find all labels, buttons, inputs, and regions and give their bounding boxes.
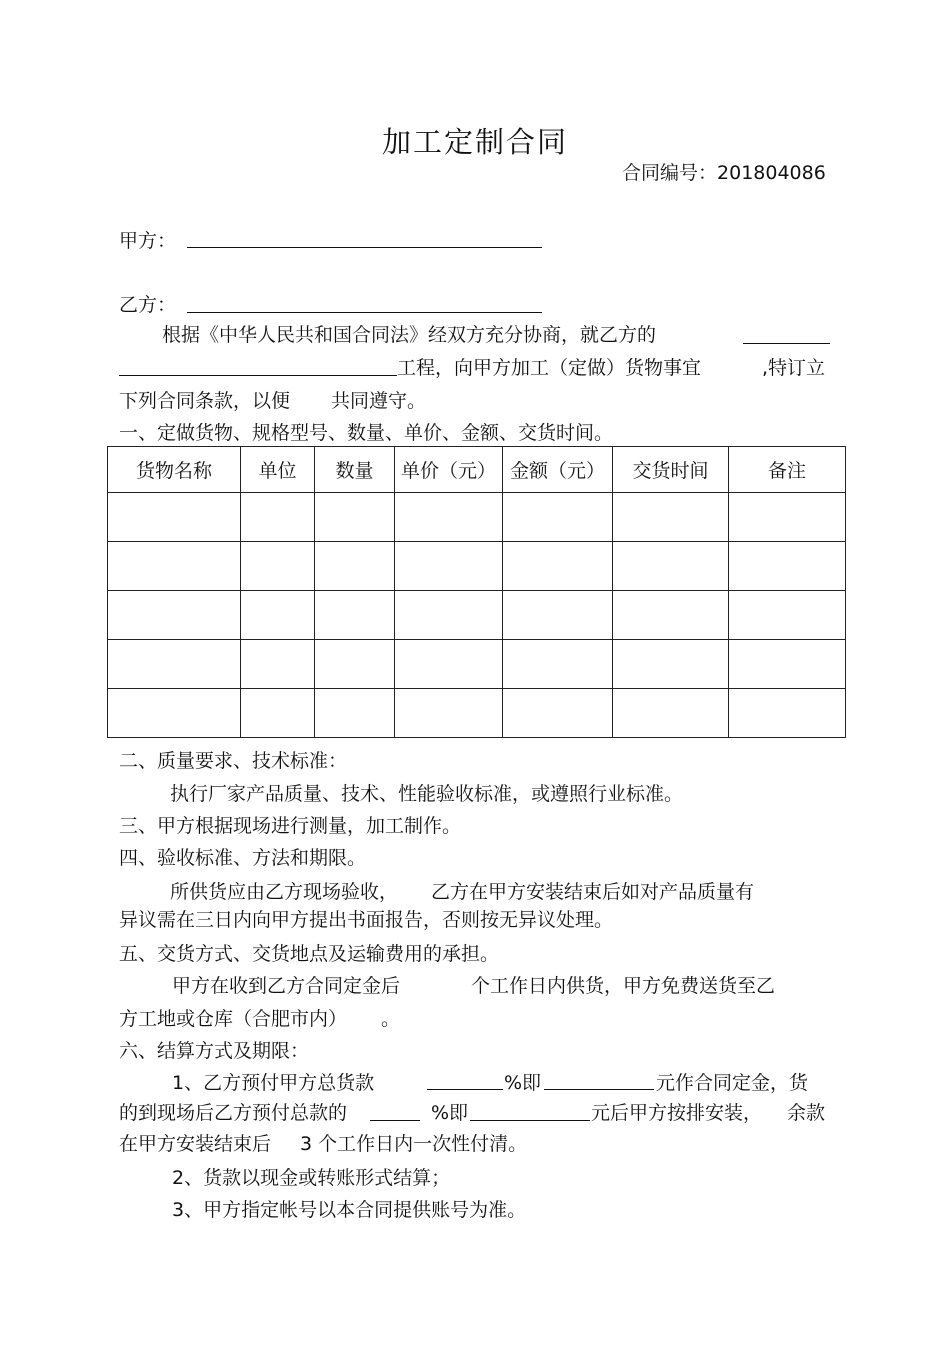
table-cell[interactable]	[613, 591, 729, 640]
table-row	[108, 640, 846, 689]
contract-number-value: 201804086	[717, 162, 826, 184]
table-cell[interactable]	[108, 591, 241, 640]
payment-item-1-line-3b: 3 个工作日内一次性付清。	[300, 1133, 528, 1155]
section-2-body: 执行厂家产品质量、技术、性能验收标准，或遵照行业标准。	[170, 783, 684, 805]
table-cell[interactable]	[315, 689, 395, 738]
table-cell[interactable]	[108, 493, 241, 542]
col-amount: 金额（元）	[503, 447, 613, 493]
table-cell[interactable]	[241, 640, 315, 689]
party-b-blank[interactable]	[187, 312, 542, 313]
payment-item-1-line-1b: %即	[504, 1072, 542, 1094]
section-4-line-2: 异议需在三日内向甲方提出书面报告，否则按无异议处理。	[119, 909, 614, 931]
section-5-line-2a: 方工地或仓库（合肥市内）	[119, 1008, 348, 1030]
table-cell[interactable]	[395, 640, 503, 689]
col-quantity: 数量	[315, 447, 395, 493]
section-2-heading: 二、质量要求、技术标准：	[119, 750, 348, 772]
payment-item-1-line-2d: 余款	[787, 1102, 826, 1124]
table-cell[interactable]	[241, 689, 315, 738]
payment-item-1-line-2b: %即	[431, 1102, 469, 1124]
intro-line-2-end: ,特订立	[762, 357, 826, 379]
table-cell[interactable]	[729, 493, 846, 542]
intro-line-3a: 下列合同条款，以便	[119, 390, 291, 412]
table-row	[108, 493, 846, 542]
section-5-heading: 五、交货方式、交货地点及运输费用的承担。	[119, 943, 500, 965]
table-cell[interactable]	[503, 542, 613, 591]
table-cell[interactable]	[395, 591, 503, 640]
payment-item-1-line-2c: 元后甲方按排安装，	[591, 1102, 763, 1124]
intro-line-3b: 共同遵守。	[331, 390, 427, 412]
intro-line-2: 工程，向甲方加工（定做）货物事宜	[397, 357, 702, 379]
table-cell[interactable]	[613, 689, 729, 738]
section-4-heading: 四、验收标准、方法和期限。	[119, 847, 367, 869]
table-cell[interactable]	[395, 493, 503, 542]
table-cell[interactable]	[241, 591, 315, 640]
table-row	[108, 542, 846, 591]
party-a-blank[interactable]	[187, 247, 542, 248]
table-cell[interactable]	[729, 542, 846, 591]
table-cell[interactable]	[241, 542, 315, 591]
deposit-amount-blank[interactable]	[544, 1089, 654, 1090]
table-cell[interactable]	[108, 542, 241, 591]
table-cell[interactable]	[613, 493, 729, 542]
table-cell[interactable]	[315, 493, 395, 542]
table-cell[interactable]	[315, 542, 395, 591]
col-goods-name: 货物名称	[108, 447, 241, 493]
section-6-heading: 六、结算方式及期限：	[119, 1040, 310, 1062]
project-name-blank-2[interactable]	[119, 375, 397, 376]
table-row	[108, 591, 846, 640]
section-1-heading: 一、定做货物、规格型号、数量、单价、金额、交货时间。	[119, 422, 614, 444]
arrival-amount-blank[interactable]	[470, 1120, 590, 1121]
party-b-label: 乙方：	[119, 294, 177, 316]
intro-line-1: 根据《中华人民共和国合同法》经双方充分协商，就乙方的	[162, 324, 657, 346]
col-unit: 单位	[241, 447, 315, 493]
table-cell[interactable]	[729, 640, 846, 689]
col-delivery-time: 交货时间	[613, 447, 729, 493]
payment-item-1-line-3a: 在甲方安装结束后	[119, 1133, 272, 1155]
table-cell[interactable]	[503, 493, 613, 542]
contract-number-label: 合同编号：	[622, 162, 718, 184]
section-4-line-1b: 乙方在甲方安装结束后如对产品质量有	[431, 881, 755, 903]
payment-item-1-line-1c: 元作合同定金，货	[656, 1072, 809, 1094]
contract-number	[622, 161, 826, 185]
section-3-heading: 三、甲方根据现场进行测量，加工制作。	[119, 815, 462, 837]
col-remarks: 备注	[729, 447, 846, 493]
table-header-row	[108, 447, 846, 493]
table-cell[interactable]	[108, 640, 241, 689]
table-cell[interactable]	[613, 542, 729, 591]
payment-item-1-line-2a: 的到现场后乙方预付总款的	[119, 1102, 348, 1124]
table-cell[interactable]	[503, 689, 613, 738]
table-cell[interactable]	[108, 689, 241, 738]
table-cell[interactable]	[729, 591, 846, 640]
table-cell[interactable]	[241, 493, 315, 542]
payment-item-3: 3、甲方指定帐号以本合同提供账号为准。	[172, 1199, 527, 1221]
party-a-label: 甲方：	[119, 230, 177, 252]
table-cell[interactable]	[503, 640, 613, 689]
table-cell[interactable]	[503, 591, 613, 640]
section-5-line-1a: 甲方在收到乙方合同定金后	[172, 975, 401, 997]
document-title: 加工定制合同	[381, 125, 568, 159]
table-cell[interactable]	[315, 640, 395, 689]
table-cell[interactable]	[395, 689, 503, 738]
payment-item-2: 2、货款以现金或转账形式结算；	[172, 1167, 451, 1189]
section-4-line-1a: 所供货应由乙方现场验收，	[170, 881, 399, 903]
table-cell[interactable]	[729, 689, 846, 738]
section-5-line-1b: 个工作日内供货，甲方免费送货至乙	[471, 975, 776, 997]
table-cell[interactable]	[395, 542, 503, 591]
deposit-percent-blank[interactable]	[427, 1089, 503, 1090]
payment-item-1-line-1a: 1、乙方预付甲方总货款	[172, 1072, 375, 1094]
project-name-blank-1[interactable]	[743, 343, 830, 344]
col-unit-price: 单价（元）	[395, 447, 503, 493]
section-5-line-2b: 。	[381, 1008, 401, 1030]
table-cell[interactable]	[315, 591, 395, 640]
table-row	[108, 689, 846, 738]
goods-table	[107, 446, 846, 738]
arrival-percent-blank[interactable]	[370, 1120, 420, 1121]
table-cell[interactable]	[613, 640, 729, 689]
